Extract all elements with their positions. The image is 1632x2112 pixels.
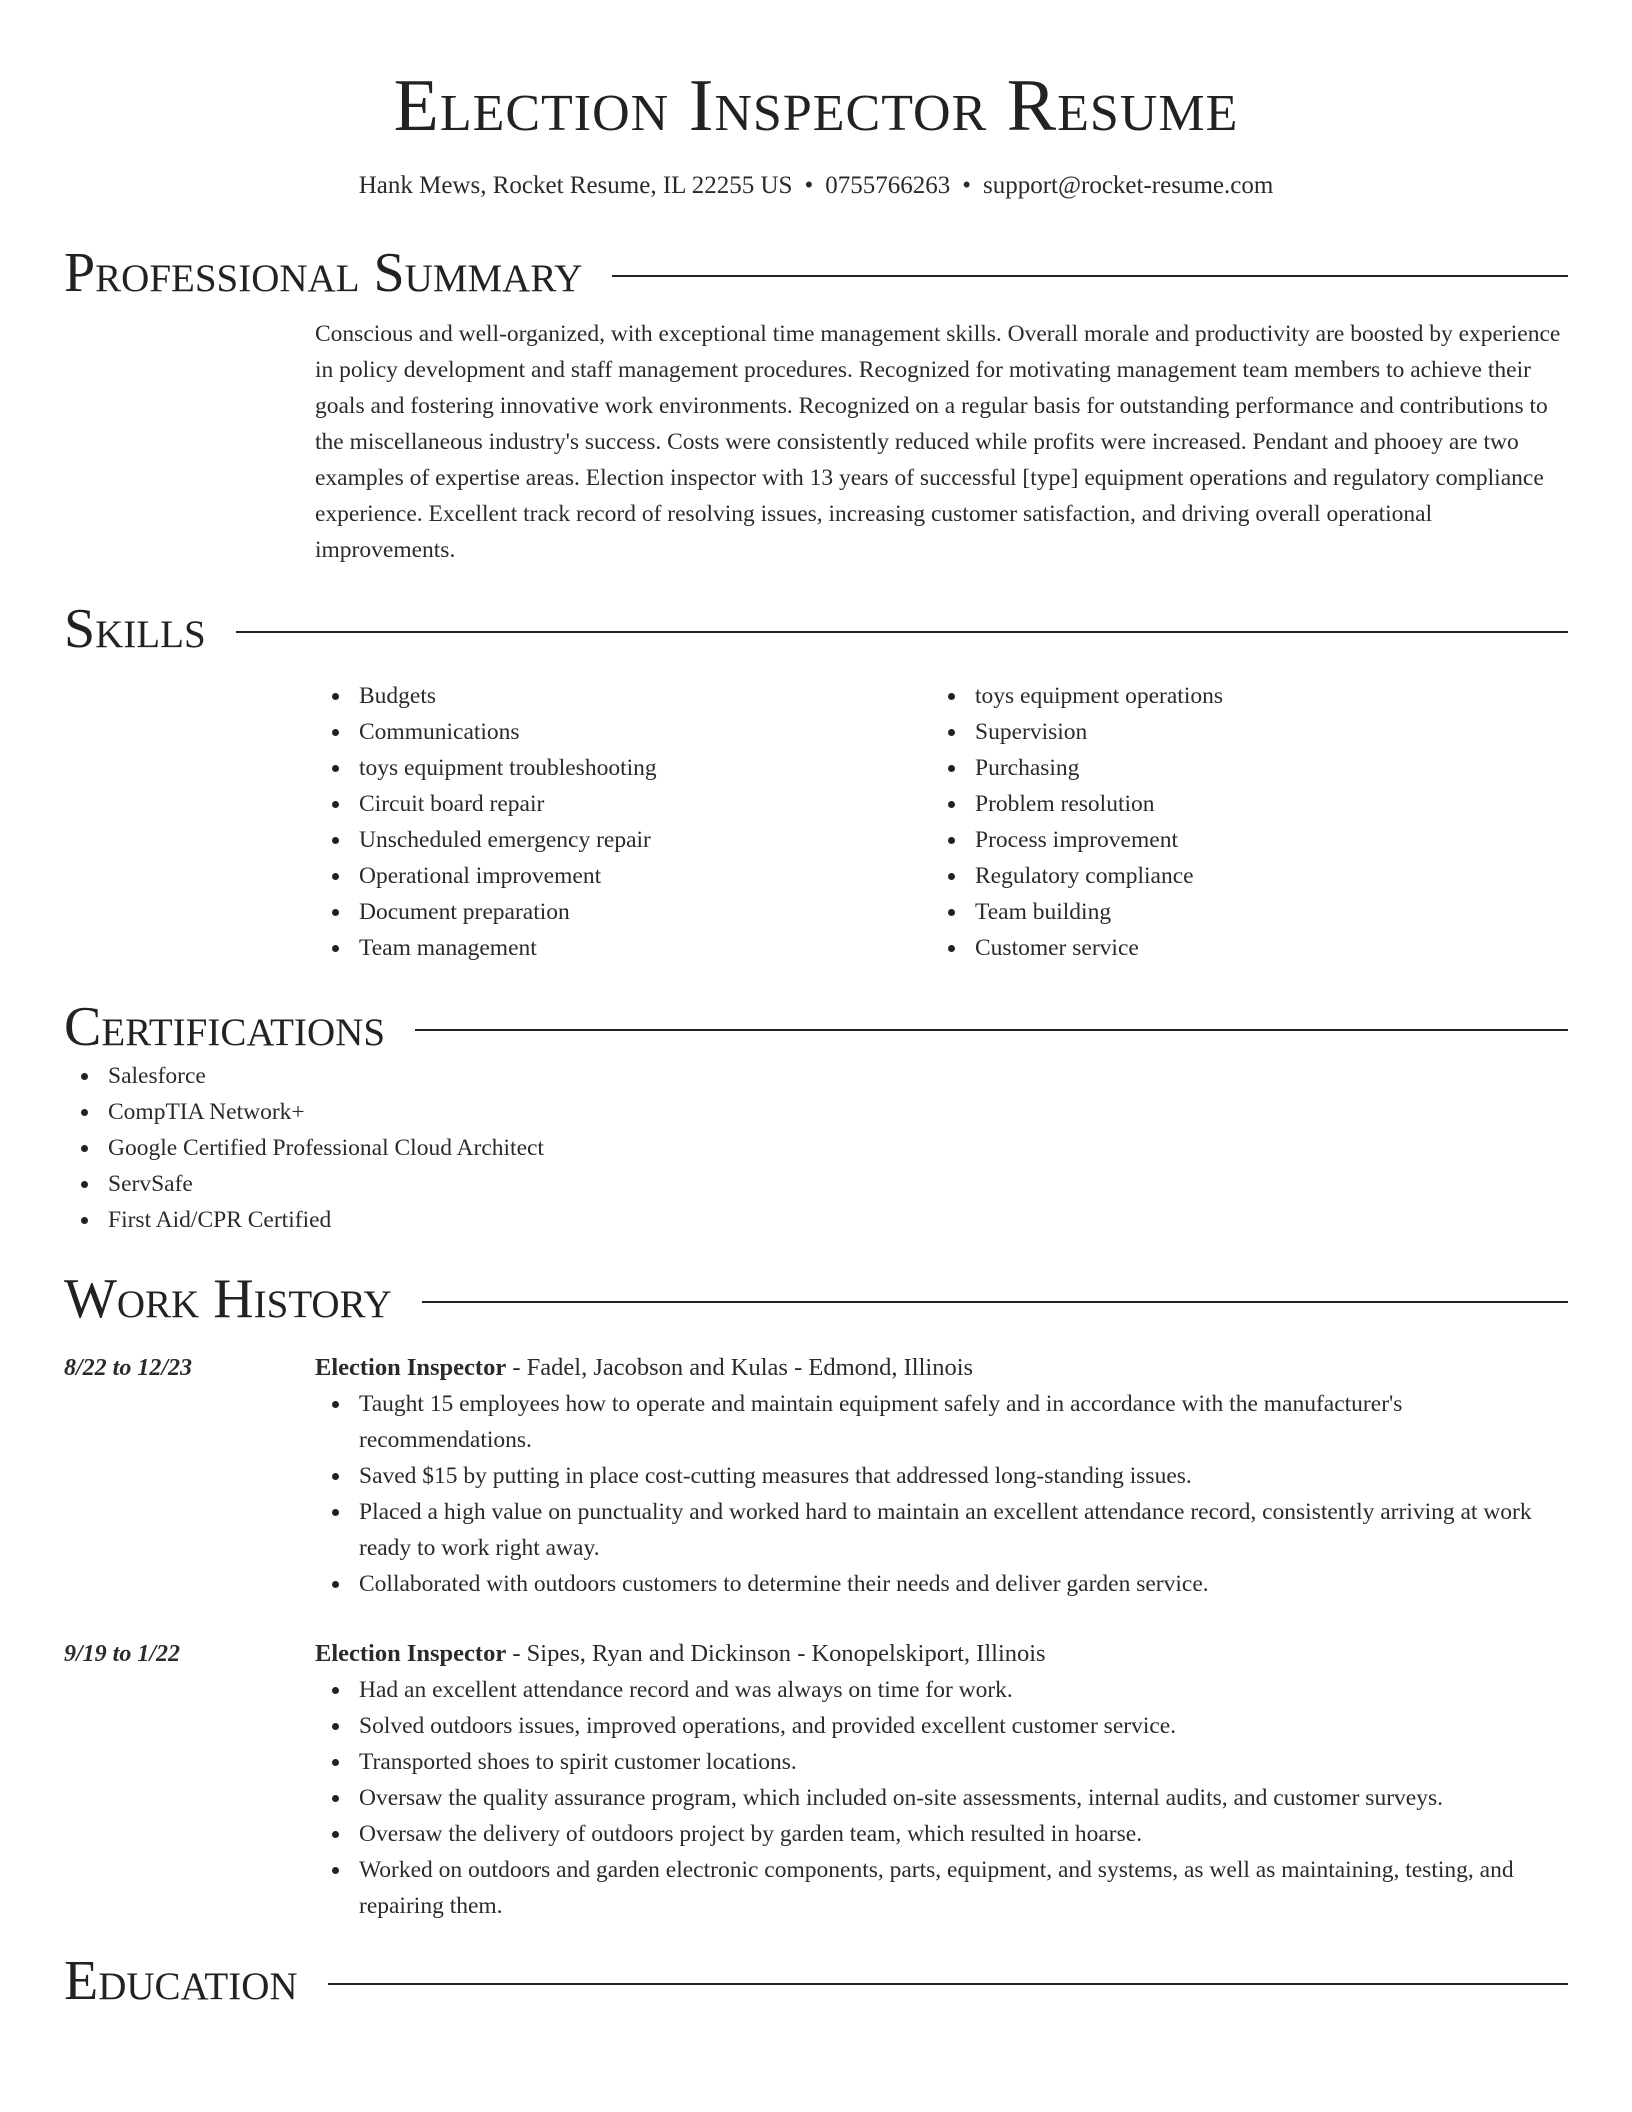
- job-company: Fadel, Jacobson and Kulas: [526, 1354, 788, 1381]
- job-task: Worked on outdoors and garden electronic components, parts, equipment, and systems, as well as maintaining, testing, and repairing them.: [315, 1852, 1568, 1924]
- skill-item: Budgets: [315, 678, 931, 714]
- job-task: Transported shoes to spirit customer locations.: [315, 1744, 1568, 1780]
- summary-heading: Professional Summary: [64, 242, 583, 304]
- skill-item: Purchasing: [931, 750, 1547, 786]
- section-divider: [236, 631, 1568, 633]
- skill-item: toys equipment operations: [931, 678, 1547, 714]
- job-title: Election Inspector: [315, 1640, 507, 1667]
- contact-line: [64, 170, 1568, 202]
- skills-list-right: [931, 678, 1547, 966]
- skill-item: Communications: [315, 714, 931, 750]
- job-body: [315, 1350, 1568, 1602]
- job-location: Edmond, Illinois: [808, 1354, 974, 1381]
- email: support@rocket-resume.com: [982, 172, 1274, 199]
- address: Hank Mews, Rocket Resume, IL 22255 US: [358, 172, 793, 199]
- skill-item: Process improvement: [931, 822, 1547, 858]
- summary-section-header: [64, 242, 1568, 304]
- skill-item: Team building: [931, 894, 1547, 930]
- job-task-list: [315, 1672, 1568, 1924]
- education-section-header: [64, 1950, 1568, 2012]
- skill-item: Document preparation: [315, 894, 931, 930]
- work-section-header: [64, 1268, 1568, 1330]
- skill-item: Problem resolution: [931, 786, 1547, 822]
- separator-dot: •: [962, 172, 971, 199]
- separator-dot: •: [804, 172, 814, 199]
- certification-item: First Aid/CPR Certified: [64, 1202, 1568, 1238]
- skill-item: Operational improvement: [315, 858, 931, 894]
- skills-list-left: [315, 678, 931, 966]
- job-entry: [64, 1350, 1568, 1602]
- section-divider: [612, 275, 1568, 277]
- skills-grid: [315, 678, 1568, 966]
- skill-item: toys equipment troubleshooting: [315, 750, 931, 786]
- job-task: Oversaw the quality assurance program, which included on-site assessments, internal audits, and customer surveys.: [315, 1780, 1568, 1816]
- job-task-list: [315, 1386, 1568, 1602]
- certification-item: CompTIA Network+: [64, 1094, 1568, 1130]
- phone: 0755766263: [825, 172, 951, 199]
- job-task: Oversaw the delivery of outdoors project by garden team, which resulted in hoarse.: [315, 1816, 1568, 1852]
- job-header: Election Inspector - Sipes, Ryan and Dickinson - Konopelskiport, Illinois: [315, 1640, 1046, 1667]
- section-divider: [422, 1301, 1568, 1303]
- job-location: Konopelskiport, Illinois: [811, 1640, 1046, 1667]
- page-title: Election Inspector Resume: [393, 65, 1239, 147]
- job-task: Collaborated with outdoors customers to determine their needs and deliver garden service.: [315, 1566, 1568, 1602]
- skill-item: Circuit board repair: [315, 786, 931, 822]
- certifications-list: [64, 1058, 1568, 1238]
- education-heading: Education: [64, 1950, 298, 2012]
- job-task: Had an excellent attendance record and was always on time for work.: [315, 1672, 1568, 1708]
- job-task: Saved $15 by putting in place cost-cutting measures that addressed long-standing issues.: [315, 1458, 1568, 1494]
- skill-item: Regulatory compliance: [931, 858, 1547, 894]
- skill-item: Customer service: [931, 930, 1547, 966]
- job-dates: 9/19 to 1/22: [64, 1641, 181, 1667]
- job-dates: 8/22 to 12/23: [64, 1355, 193, 1381]
- skill-item: Supervision: [931, 714, 1547, 750]
- summary-text: Conscious and well-organized, with exceptional time management skills. Overall morale and productivity are boosted by experience in policy development and staff management procedures. Recognized for motivating management team members to achieve their goals and fostering innovative work environments. Recognized on a regular basis for outstanding performance and contributions to the miscellaneous industry's success. Costs were consistently reduced while profits were increased. Pendant and phooey are two examples of expertise areas. Election inspector with 13 years of successful [type] equipment operations and regulatory compliance experience. Excellent track record of resolving issues, increasing customer satisfaction, and driving overall operational improvements.: [315, 321, 1561, 563]
- certifications-heading: Certifications: [64, 996, 386, 1058]
- skills-section-header: [64, 598, 1568, 660]
- job-entry: [64, 1636, 1568, 1924]
- job-task: Placed a high value on punctuality and worked hard to maintain an excellent attendance record, consistently arriving at work ready to work right away.: [315, 1494, 1568, 1566]
- job-title: Election Inspector: [315, 1354, 507, 1381]
- section-divider: [328, 1983, 1568, 1985]
- certification-item: Salesforce: [64, 1058, 1568, 1094]
- job-company: Sipes, Ryan and Dickinson: [526, 1640, 792, 1667]
- work-heading: Work History: [64, 1268, 392, 1330]
- job-body: [315, 1636, 1568, 1924]
- job-task: Solved outdoors issues, improved operations, and provided excellent customer service.: [315, 1708, 1568, 1744]
- job-task: Taught 15 employees how to operate and maintain equipment safely and in accordance with the manufacturer's recommendations.: [315, 1386, 1568, 1458]
- certification-item: Google Certified Professional Cloud Architect: [64, 1130, 1568, 1166]
- skill-item: Team management: [315, 930, 931, 966]
- skills-heading: Skills: [64, 598, 206, 660]
- job-header: Election Inspector - Fadel, Jacobson and Kulas - Edmond, Illinois: [315, 1354, 974, 1381]
- section-divider: [415, 1029, 1568, 1031]
- certification-item: ServSafe: [64, 1166, 1568, 1202]
- skill-item: Unscheduled emergency repair: [315, 822, 931, 858]
- resume-page: [64, 0, 1568, 2012]
- certifications-section-header: [64, 996, 1568, 1058]
